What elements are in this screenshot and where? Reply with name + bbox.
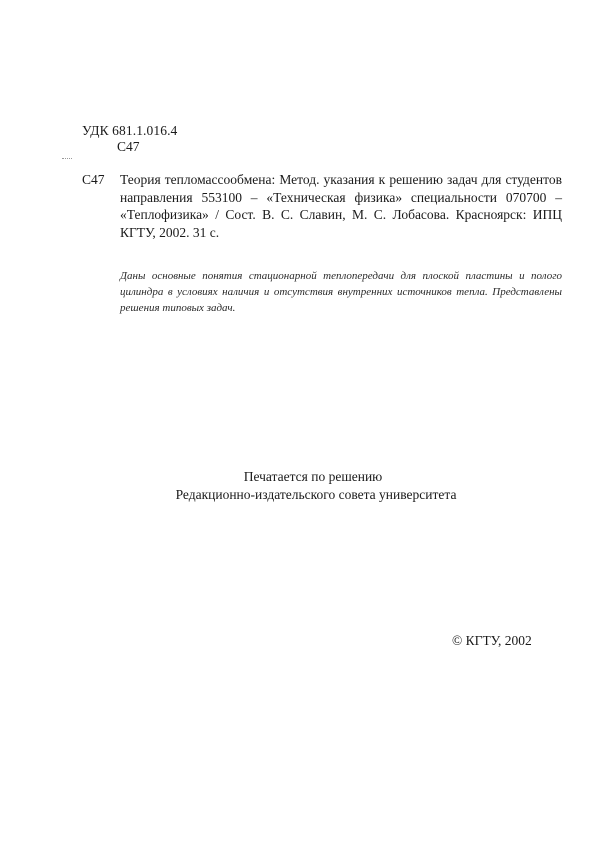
bibliographic-code: С47 <box>82 172 105 187</box>
copyright-notice: © КГТУ, 2002 <box>452 633 532 648</box>
approval-line-1: Печатается по решению <box>243 469 383 484</box>
approval-line-2: Редакционно-издательского совета университета <box>175 487 457 502</box>
publication-approval <box>0 468 600 504</box>
udk-code: УДК 681.1.016.4 <box>82 123 178 138</box>
abstract-text: Даны основные понятия стационарной теплопередачи для плоской пластины и полого цилиндра в условиях наличия и отсутствия внутренних источников тепла. Представлены решения типовых задач. <box>120 270 562 314</box>
bibliographic-text: Теория тепломассообмена: Метод. указания к решению задач для студентов направления 553100 – «Техническая физика» специальности 070700 – «Теплофизика» / Сост. В. С. Славин, М. С. Лобасова. Красноярск: ИПЦ КГТУ, 2002. 31 с. <box>120 172 562 240</box>
bbk-code: С47 <box>117 139 140 154</box>
scan-artifact <box>62 158 72 161</box>
bibliographic-record <box>82 171 562 241</box>
